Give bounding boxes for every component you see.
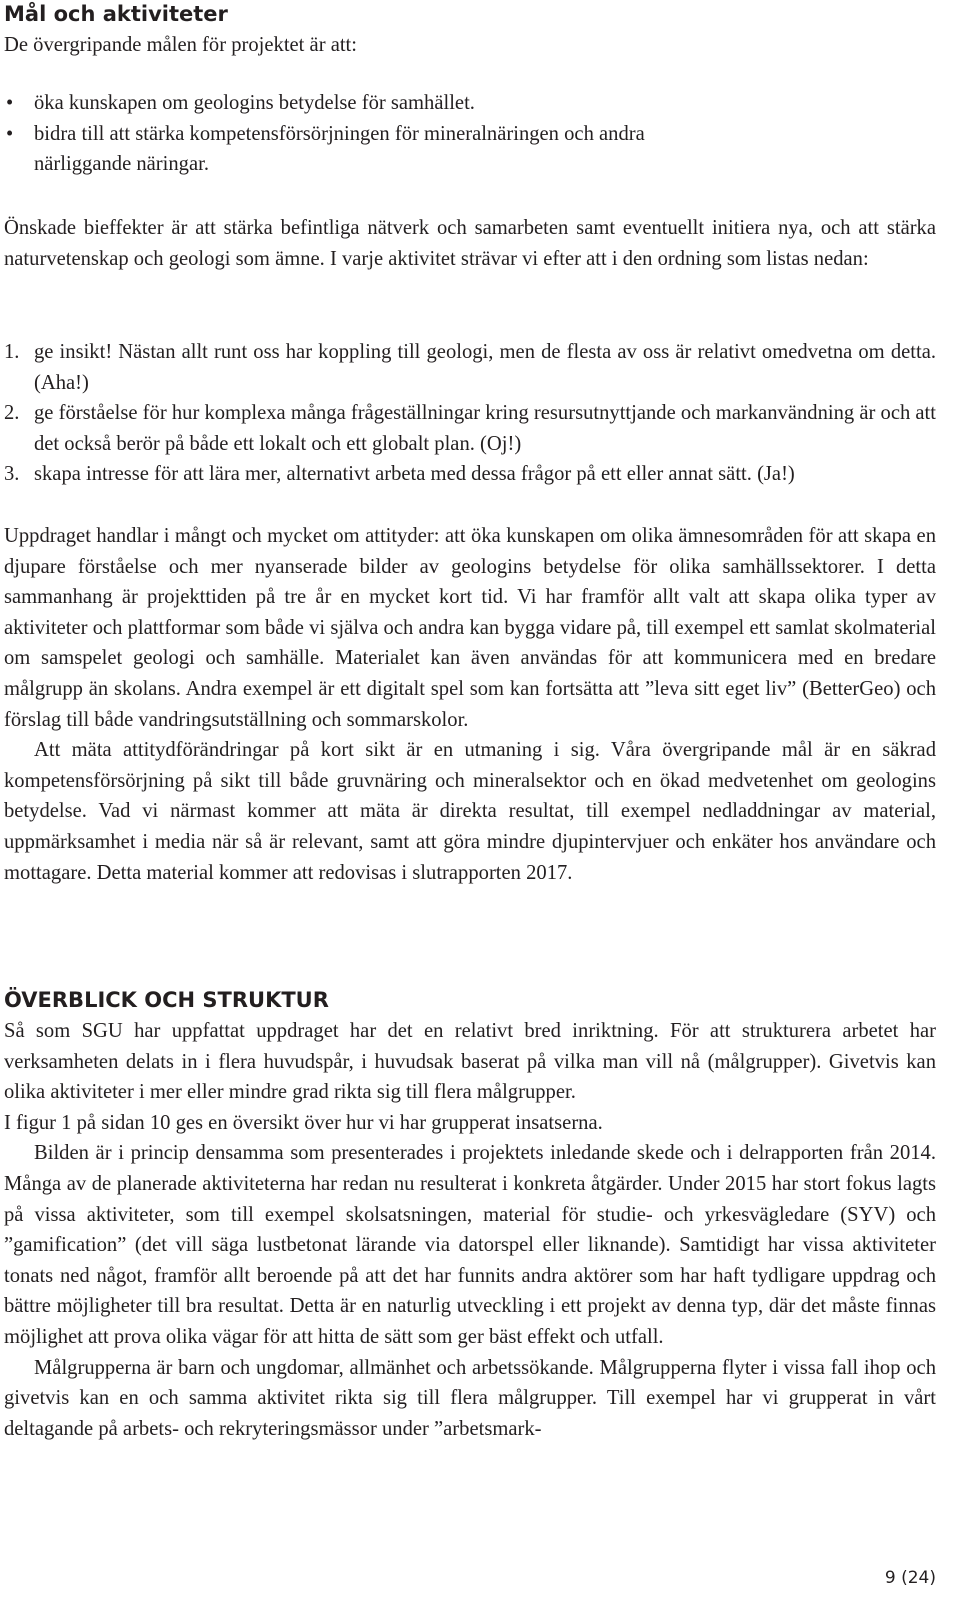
list-item xyxy=(4,337,936,398)
paragraph: I figur 1 på sidan 10 ges en översikt över hur vi har grupperat insatserna. xyxy=(4,1111,603,1134)
list-number: 1. xyxy=(4,341,20,363)
assignment-block xyxy=(4,521,936,888)
bullet-icon: • xyxy=(6,92,14,114)
list-number: 3. xyxy=(4,463,20,486)
intro-text: De övergripande målen för projektet är att: xyxy=(4,34,357,56)
paragraph: Uppdraget handlar i mångt och mycket om attityder: att öka kunskapen om olika ämnesområden för att skapa en djupare förståelse och mer nyanserade bilder av geologins betydelse för olika samhällssektorer. I detta sammanhang är projekttiden på tre år en mycket kort tid. Vi har framför allt valt att skapa olika typer av aktiviteter och plattformar som både vi själva och andra kan bygga vidare på, till exempel ett samlat skolmaterial om samspelet geologi och samhälle. Materialet kan även användas för att kommunicera med en bredare målgrupp än skolans. Andra exempel är ett digitalt spel som kan fortsätta att ”leva sitt eget liv” (BetterGeo) och förslag till både vandringsutställning och sommarskolor. xyxy=(4,525,936,731)
list-item xyxy=(4,88,924,119)
paragraph: Målgrupperna är barn och ungdomar, allmänhet och arbetssökande. Målgrupperna flyter i vissa fall ihop och givetvis kan en och samma aktivitet rikta sig till flera målgrupper. Till exempel har vi grupperat in vårt deltagande på arbets- och rekryteringsmässor under ”arbetsmark- xyxy=(4,1356,936,1440)
bullet-text: öka kunskapen om geologins betydelse för samhället. xyxy=(34,92,475,114)
page-number: 9 (24) xyxy=(884,1568,936,1588)
overview-block xyxy=(4,1016,936,1444)
list-number: 2. xyxy=(4,402,20,425)
list-item xyxy=(4,398,936,459)
bullet-text: bidra till att stärka kompetensförsörjningen för mineralnäringen och andra närliggande näringar. xyxy=(34,122,645,176)
bullet-icon: • xyxy=(6,122,14,145)
list-item xyxy=(4,459,936,490)
paragraph: Bilden är i princip densamma som presenterades i projektets inledande skede och i delrapporten från 2014. Många av de planerade aktiviteterna har redan nu resulterat i konkreta åtgärder. Under 2015 har stort fokus lagts på vissa aktiviteter, som till exempel skolsatsningen, material för studie- och yrkesvägledare (SYV) och ”gamification” (det vill säga lustbetonat lärande via datorspel eller liknande). Samtidigt har vissa aktiviteter tonats ned något, framför allt beroende på att det har funnits andra aktörer som har haft tydligare uppdrag och bättre möjligheter till bra resultat. Detta är en naturlig utveckling i ett projekt av denna typ, där det måste finnas möjlighet att prova olika vägar för att hitta de sätt som ger bäst effekt och utfall. xyxy=(4,1142,936,1348)
paragraph: Att mäta attitydförändringar på kort sikt är en utmaning i sig. Våra övergripande mål är en säkrad kompetensförsörjning på sikt till både gruvnäring och mineralsektor och en ökad medvetenhet om geologins betydelse. Vad vi närmast kommer att mäta är direkta resultat, till exempel nedladdningar av material, uppmärksamhet i media när så är relevant, samt att göra mindre djupintervjuer och enkäter hos användare och mottagare. Detta material kommer att redovisas i slutrapporten 2017. xyxy=(4,739,936,884)
side-effects-block xyxy=(4,213,936,274)
paragraph: Så som SGU har uppfattat uppdraget har det en relativt bred inriktning. För att strukturera arbetet har verksamheten delats in i flera huvudspår, i huvudsak baserat på vilka man vill nå (målgrupper). Givetvis kan olika aktiviteter i mer eller mindre grad rikta sig till flera målgrupper. xyxy=(4,1020,936,1104)
paragraph: Önskade bieffekter är att stärka befintliga nätverk och samarbeten samt eventuellt initiera nya, och att stärka naturvetenskap och geologi som ämne. I varje aktivitet strävar vi efter att i den ordning som listas nedan: xyxy=(4,217,936,270)
goals-bullet-list xyxy=(4,88,924,180)
section-heading-goals: Mål och aktiviteter xyxy=(4,2,228,26)
section-heading-overview: ÖVERBLICK OCH STRUKTUR xyxy=(4,988,329,1012)
list-item xyxy=(4,119,924,180)
activity-steps-list xyxy=(4,337,936,490)
list-item-text: ge insikt! Nästan allt runt oss har koppling till geologi, men de flesta av oss är relativt omedvetna om detta. (Aha!) xyxy=(34,341,936,394)
list-item-text: ge förståelse för hur komplexa många frågeställningar kring resursutnyttjande och markanvändning är och att det också berör på både ett lokalt och ett globalt plan. (Oj!) xyxy=(34,402,936,455)
list-item-text: skapa intresse för att lära mer, alternativt arbeta med dessa frågor på ett eller annat sätt. (Ja!) xyxy=(34,463,795,486)
